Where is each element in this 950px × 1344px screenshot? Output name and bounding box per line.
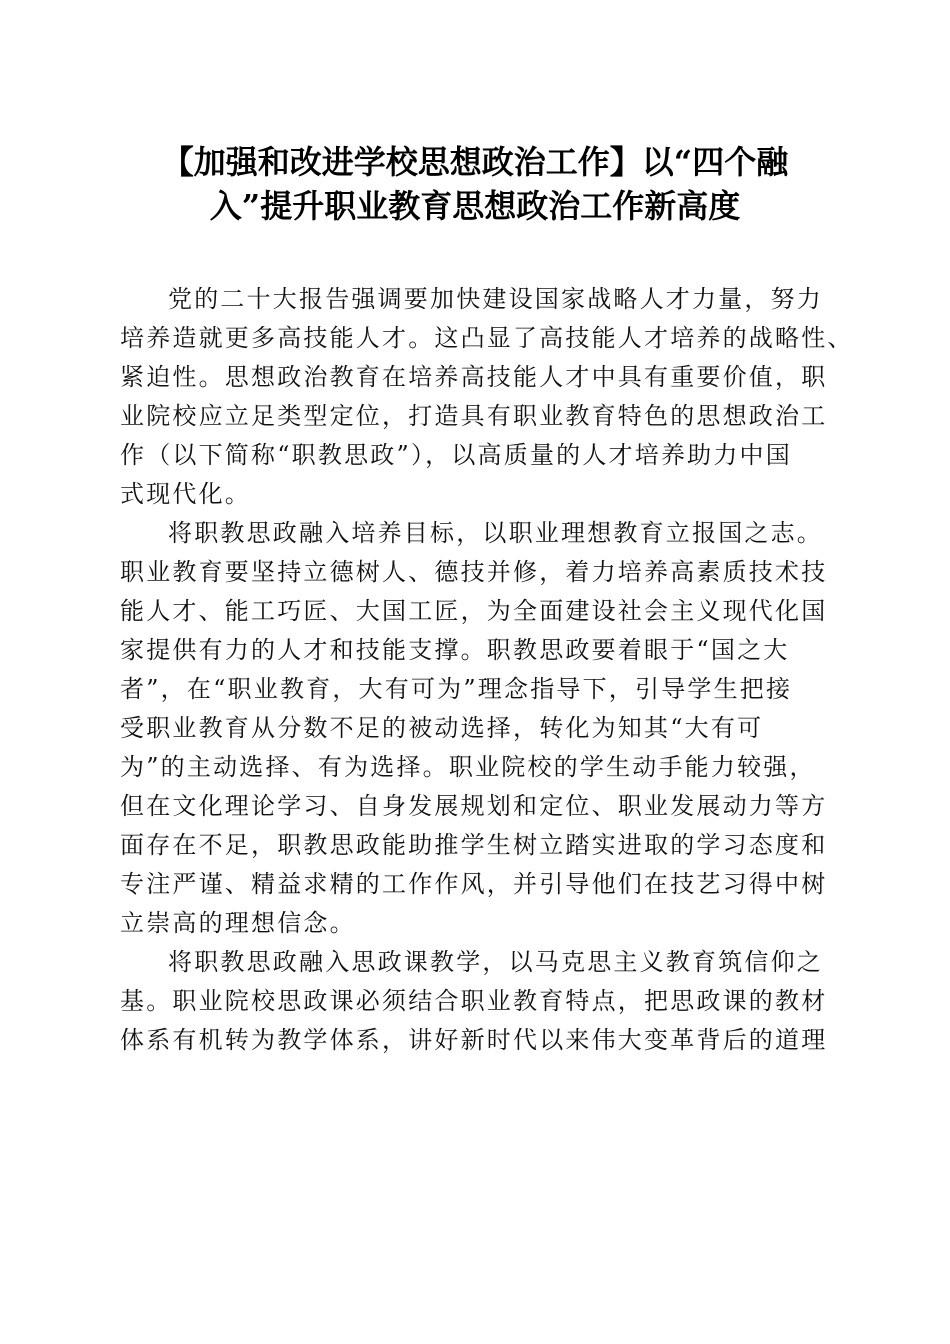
- paragraph-line: 面存在不足，职教思政能助推学生树立踏实进取的学习态度和: [120, 831, 828, 859]
- paragraph-line: 作（以下简称“职教思政”），以高质量的人才培养助力中国: [120, 441, 792, 469]
- paragraph-line: 受职业教育从分数不足的被动选择，转化为知其“大有可: [120, 714, 764, 742]
- paragraph-line: 者”，在“职业教育，大有可为”理念指导下，引导学生把接: [120, 675, 793, 703]
- title-line: 【加强和改进学校思想政治工作】以“四个融: [161, 143, 789, 181]
- paragraph-line: 为”的主动选择、有为选择。职业院校的学生动手能力较强，: [120, 753, 816, 781]
- paragraph-1: [120, 280, 854, 514]
- paragraph-line: 专注严谨、精益求精的工作作风，并引导他们在技艺习得中树: [120, 870, 828, 898]
- document-body: [120, 280, 854, 1060]
- paragraph-line: 将职教思政融入培养目标，以职业理想教育立报国之志。: [168, 519, 823, 547]
- paragraph-line: 党的二十大报告强调要加快建设国家战略人才力量，努力: [168, 285, 823, 313]
- paragraph-line: 立崇高的理想信念。: [120, 909, 356, 937]
- paragraph-line: 紧迫性。思想政治教育在培养高技能人才中具有重要价值，职: [120, 363, 828, 391]
- paragraph-line: 能人才、能工巧匠、大国工匠，为全面建设社会主义现代化国: [120, 597, 828, 625]
- paragraph-line: 将职教思政融入思政课教学，以马克思主义教育筑信仰之: [168, 948, 823, 976]
- paragraph-3: [120, 943, 840, 1060]
- paragraph-line: 体系有机转为教学体系，讲好新时代以来伟大变革背后的道理: [120, 1026, 828, 1054]
- paragraph-line: 培养造就更多高技能人才。这凸显了高技能人才培养的战略性、: [120, 324, 854, 352]
- paragraph-line: 基。职业院校思政课必须结合职业教育特点，把思政课的教材: [120, 987, 828, 1015]
- document-title: [110, 140, 840, 228]
- paragraph-2: [120, 514, 840, 943]
- paragraph-line: 式现代化。: [120, 480, 251, 508]
- paragraph-line: 但在文化理论学习、自身发展规划和定位、职业发展动力等方: [120, 792, 828, 820]
- paragraph-line: 业院校应立足类型定位，打造具有职业教育特色的思想政治工: [120, 402, 828, 430]
- paragraph-line: 职业教育要坚持立德树人、德技并修，着力培养高素质技术技: [120, 558, 828, 586]
- title-line: 入”提升职业教育思想政治工作新高度: [209, 187, 741, 225]
- paragraph-line: 家提供有力的人才和技能支撑。职教思政要着眼于“国之大: [120, 636, 790, 664]
